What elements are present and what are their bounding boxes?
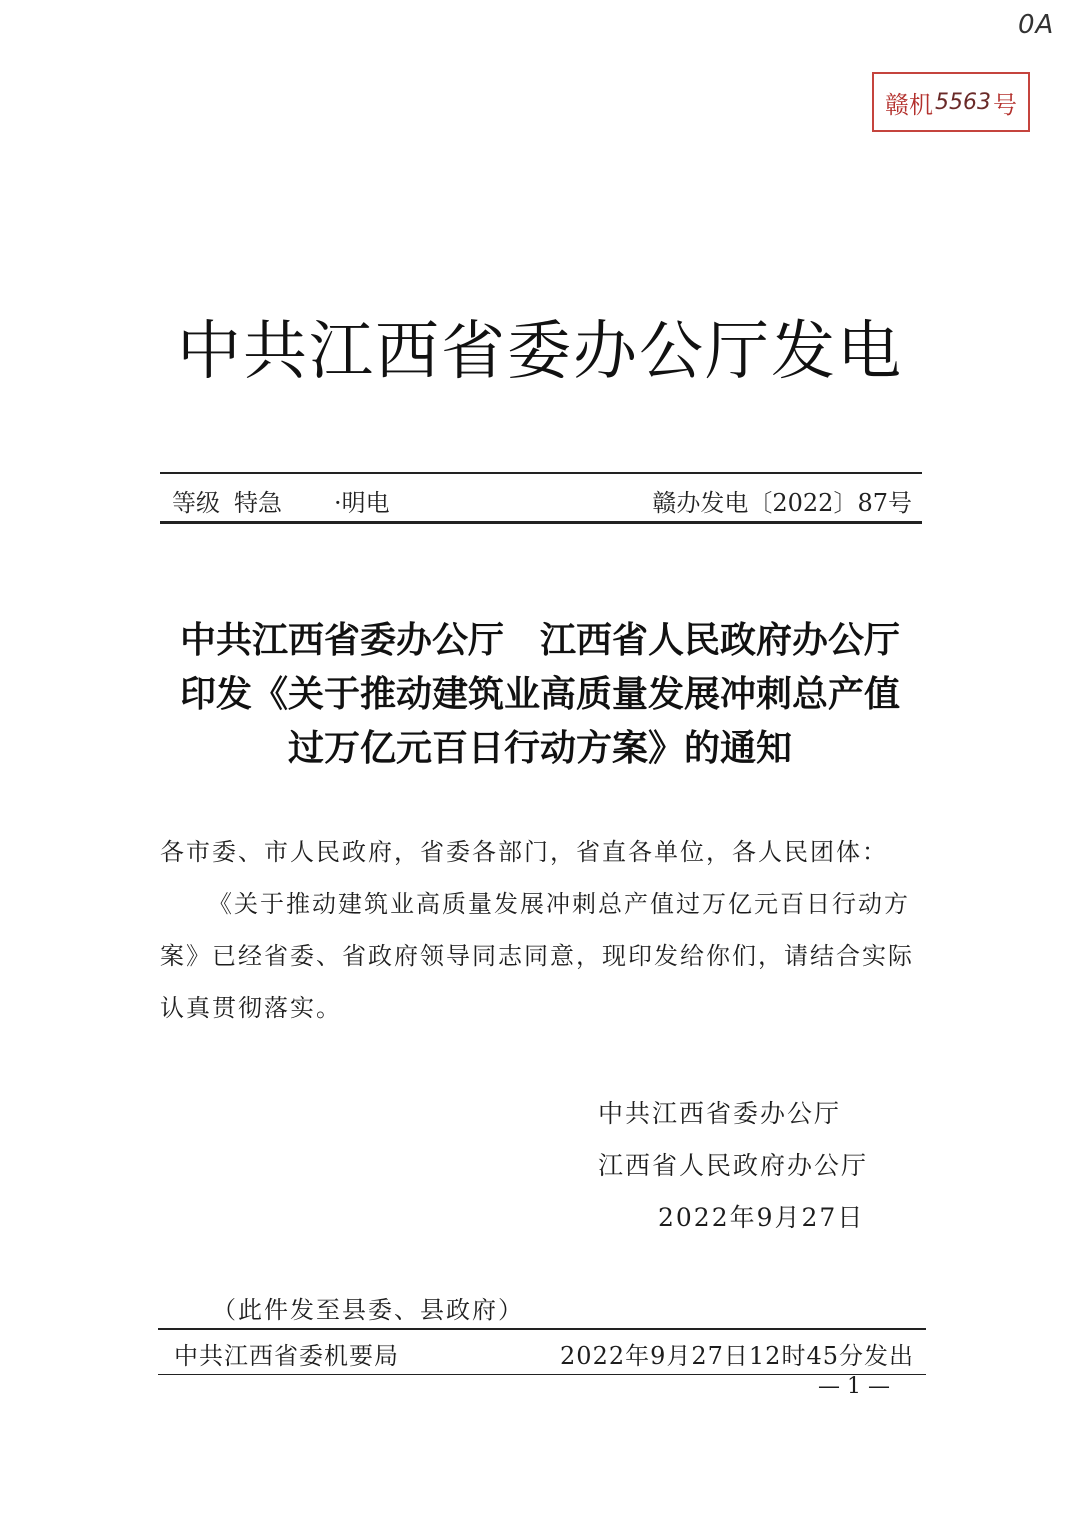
- footer-rule-top: [158, 1328, 926, 1330]
- meta-row: [172, 483, 912, 519]
- stamp-suffix: 号: [993, 90, 1017, 119]
- header-rule-top: [160, 472, 922, 474]
- handwritten-corner-mark: 0A: [1018, 10, 1055, 40]
- footer-rule-bottom: [158, 1374, 926, 1375]
- recipients-line: 各市委、市人民政府，省委各部门，省直各单位，各人民团体：: [160, 838, 888, 866]
- document-header-title: 中共江西省委办公厅发电: [177, 315, 903, 389]
- header-rule-bottom: [160, 521, 922, 524]
- notice-title-line-3: 过万亿元百日行动方案》的通知: [287, 728, 792, 769]
- footer-sender: 中共江西省委机要局: [174, 1342, 399, 1370]
- signature-date: 2022年9月27日: [658, 1203, 865, 1232]
- page-number: — 1 —: [818, 1374, 890, 1399]
- stamp-prefix: 赣机: [885, 90, 933, 119]
- urgency-level: [172, 483, 282, 518]
- signature-org-party: 中共江西省委办公厅: [598, 1099, 842, 1128]
- telegram-type: ·明电: [334, 489, 390, 517]
- body-paragraph: 《关于推动建筑业高质量发展冲刺总产值过万亿元百日行动方案》已经省委、省政府领导同志同意，现印发给你们，请结合实际认真贯彻落实。: [160, 890, 914, 1022]
- notice-title-line-2: 印发《关于推动建筑业高质量发展冲刺总产值: [179, 674, 900, 715]
- urgency-value: 特急: [234, 489, 282, 517]
- dispatch-note: （此件发至县委、县政府）: [212, 1296, 524, 1324]
- notice-title: [0, 614, 1080, 776]
- signature-org-government: 江西省人民政府办公厅: [598, 1151, 869, 1180]
- stamp-number: 5563: [935, 89, 991, 115]
- footer-sent-time: 2022年9月27日12时45分发出: [560, 1342, 914, 1370]
- notice-title-line-1: 中共江西省委办公厅 江西省人民政府办公厅: [179, 620, 900, 661]
- document-number: 赣办发电〔2022〕87号: [652, 489, 912, 517]
- urgency-label: 等级: [172, 489, 220, 517]
- receipt-stamp: [872, 72, 1030, 132]
- signature-block: [598, 1088, 868, 1244]
